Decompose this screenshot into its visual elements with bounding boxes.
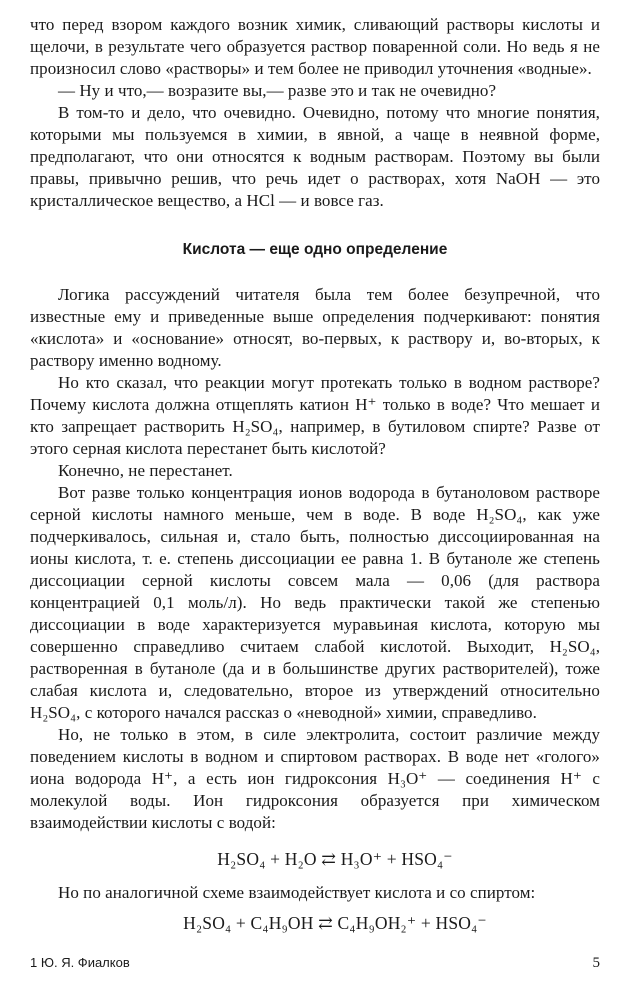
page-body bbox=[30, 14, 600, 934]
paragraph-dialogue: — Ну и что,— возразите вы,— разве это и так не очевидно? bbox=[58, 81, 497, 100]
page-number: 5 bbox=[592, 955, 600, 971]
paragraph: Но кто сказал, что реакции могут протекать только в водном растворе? Почему кислота должна отщеплять катион H⁺ только в воде? Что мешает и кто запрещает растворить H₂SO₄, например, в бутиловом спирте? Разве от этого серная кислота перестанет быть кислотой? bbox=[30, 373, 600, 458]
paragraph: В том-то и дело, что очевидно. Очевидно, потому что многие понятия, которыми мы пользуемся в химии, в явной, а чаще в неявной форме, предполагают, что они относятся к водным растворам. Поэтому вы были правы, привычно решив, что речь идет о растворах, хотя NaOH — это кристаллическое вещество, а HCl — и вовсе газ. bbox=[30, 103, 600, 210]
reaction-equation-water: H₂SO₄ + H₂O ⇄ H₃O⁺ + HSO₄⁻ bbox=[217, 849, 453, 869]
paragraph: Конечно, не перестанет. bbox=[58, 461, 233, 480]
paragraph: Логика рассуждений читателя была тем более безупречной, что известные ему и приведенные выше определения подчеркивают: понятия «кислота» и «основание» относят, во-первых, к раствору и, во-вторых, к раствору именно водному. bbox=[30, 285, 600, 370]
paragraph: Вот разве только концентрация ионов водорода в бутаноловом растворе серной кислоты намного меньше, чем в воде. В воде H₂SO₄, как уже подчеркивалось, сильная и, стало быть, полностью диссоциированная на ионы кислота, т. е. степень диссоциации ее равна 1. В бутаноле же степень диссоциации серной кислоты совсем мала — 0,06 (для раствора концентрацией 0,1 моль/л). Но ведь практически такой же степенью диссоциации в воде характеризуется муравьиная кислота, которую мы совершенно справедливо считаем слабой кислотой. Выходит, H₂SO₄, растворенная в бутаноле (да и в большинстве других растворителей), тоже слабая кислота и, следовательно, второе из утверждений относительно H₂SO₄, с которого начался рассказ о «неводной» химии, справедливо. bbox=[30, 483, 600, 722]
signature-mark: 1 Ю. Я. Фиалков bbox=[30, 955, 130, 970]
reaction-equation-butanol: H₂SO₄ + C₄H₉OH ⇄ C₄H₉OH₂⁺ + HSO₄⁻ bbox=[183, 913, 487, 933]
section-heading: Кислота — еще одно определение bbox=[182, 241, 448, 258]
paragraph: Но, не только в этом, в силе электролита, состоит различие между поведением кислоты в водном и спиртовом растворах. В воде нет «голого» иона водорода H⁺, а есть ион гидроксония H₃O⁺ — соединения H⁺ с молекулой воды. Ион гидроксония образуется при химическом взаимодействии кислоты с водой: bbox=[30, 725, 600, 832]
paragraph: что перед взором каждого возник химик, сливающий растворы кислоты и щелочи, в результате чего образуется раствор поваренной соли. Но ведь я не произносил слово «растворы» и тем более не приводил уточнения «водные». bbox=[30, 15, 600, 78]
paragraph: Но по аналогичной схеме взаимодействует кислота и со спиртом: bbox=[58, 883, 536, 902]
